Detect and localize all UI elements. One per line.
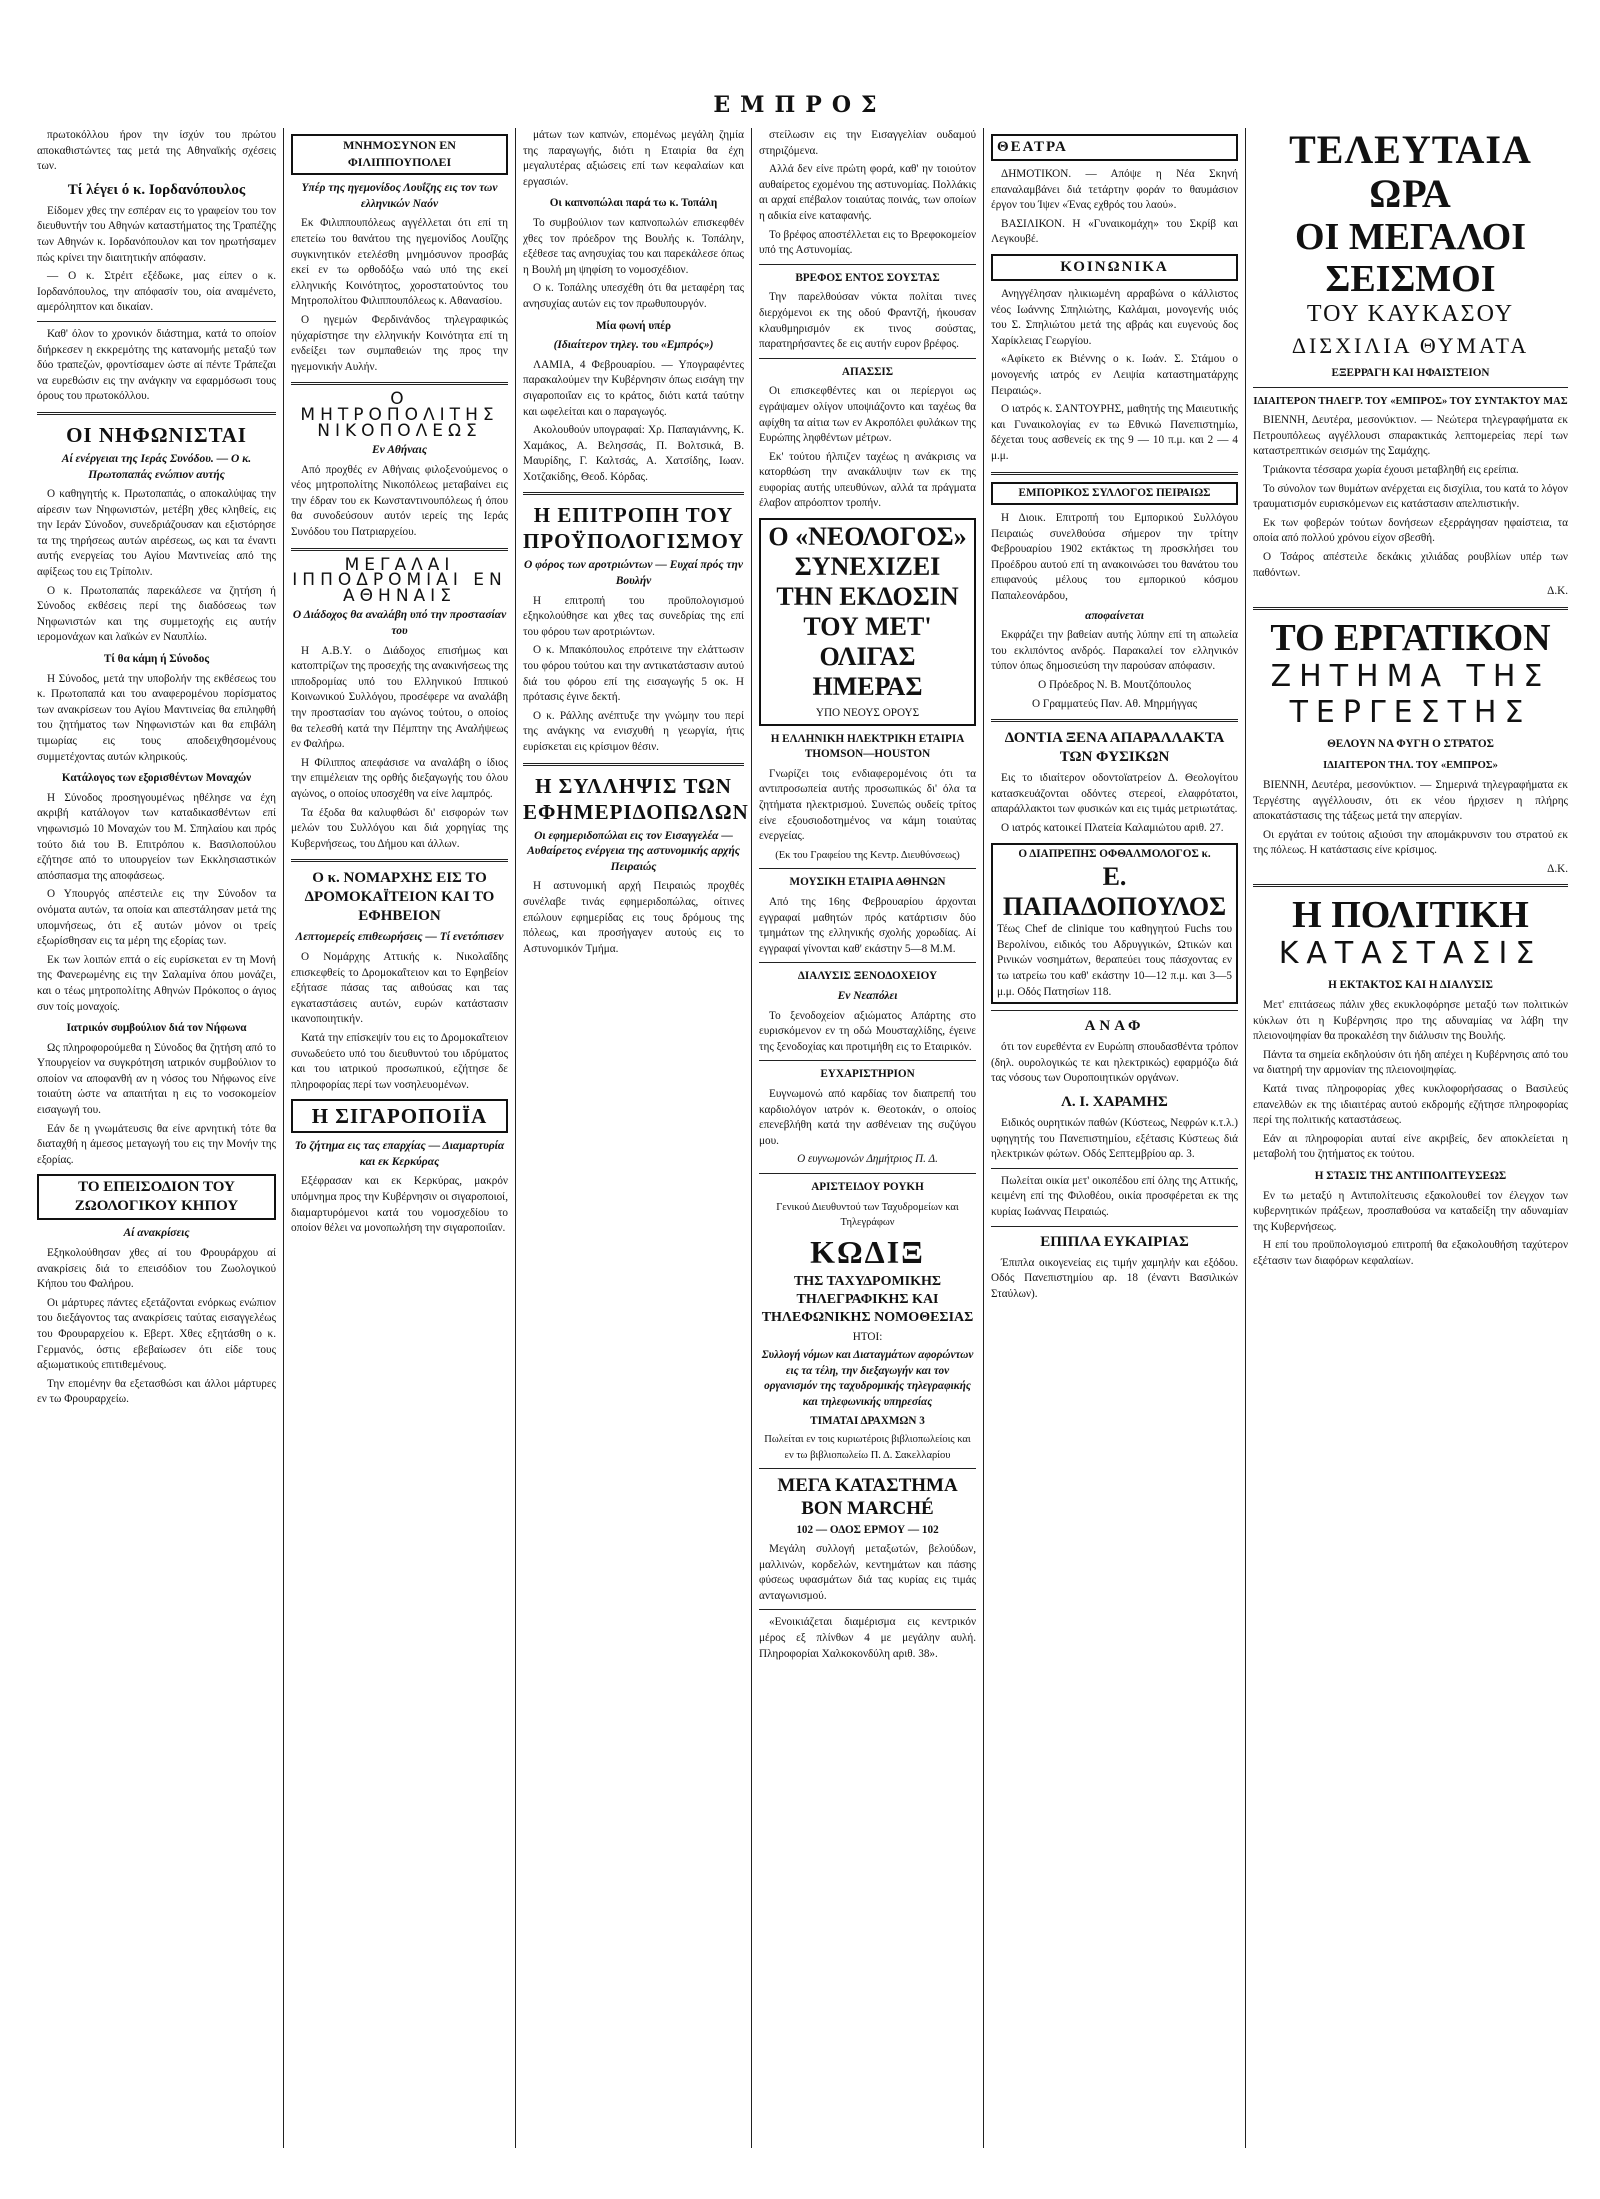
column-1 [30, 128, 284, 2148]
signature: Δ.Κ. [1547, 585, 1568, 598]
headline-box [991, 134, 1238, 161]
subheadline: Οι καπνοπώλαι παρά τω κ. Τοπάλη [549, 197, 718, 210]
headline: Η ΣΥΛΛΗΨΙΣ ΤΩΝ ΕΦΗΜΕΡΙΔΟΠΩΛΩΝ [523, 773, 749, 824]
headline: Η ΣΙΓΑΡΟΠΟΙΪΑ [311, 1104, 488, 1129]
divider [991, 1226, 1238, 1227]
article-text: Εις το ιδιαίτερον οδοντοϊατρείον Δ. Θεολογίτου κατασκευάζονται οδόντες στερεοί, ελαφρότατοι, απαράλλακτοι των φυσικών και εις τιμάς μετριωτάτας. [991, 772, 1238, 816]
divider [1253, 884, 1568, 887]
headline: ΚΑΤΑΣΤΑΣΙΣ [1278, 936, 1543, 972]
headline: ΤΟΥ ΚΑΥΚΑΣΟΥ [1306, 301, 1515, 327]
divider [991, 719, 1238, 722]
article-text: Εν τω μεταξύ η Αντιπολίτευσις εξακολουθεί τον έλεγχον των κυβερνητικών πράξεων, προσπαθούσα να καταδείξη την αδυναμίαν της Κυβερνήσεως. [1253, 1189, 1568, 1233]
article-text: Ο Υπουργός απέστειλε εις την Σύνοδον τα ονόματα αυτών, τα οποία και απεστάλησαν μετά της υπομνήσεως, ότι εξ αυτών μόνον οι τρείς εξωρίσθησαν εις τα μέρη της εξορίας των. [37, 888, 276, 948]
subheadline: ΙΔΙΑΙΤΕΡΟΝ ΤΗΛΕΓΡ. ΤΟΥ «ΕΜΠΡΟΣ» ΤΟΥ ΣΥΝΤΑΚΤΟΥ ΜΑΣ [1253, 395, 1568, 407]
headline: ΤΟ ΕΡΓΑΤΙΚΟΝ [1270, 616, 1551, 659]
article-text: Οι εργάται εν τούτοις αξιούσι την απομάκρυνσιν του στρατού εκ της πόλεως. Η κατάστασις είνε κρίσιμος. [1253, 828, 1568, 857]
headline: ΔΟΝΤΙΑ ΞΕΝΑ ΑΠΑΡΑΛΛΑΚΤΑ ΤΩΝ ΦΥΣΙΚΩΝ [1004, 730, 1225, 766]
article-text: Ο κ. Ράλλης ανέπτυξε την γνώμην του περί της ανάγκης να ενισχυθή η γεωργία, ήτις ευρίσκεται εις κρίσιμον θέσιν. [523, 709, 744, 753]
divider [759, 1609, 976, 1610]
article-text: — Ο κ. Στρέιτ εξέδωκε, μας είπεν ο κ. Ιορδανόπουλος, την απόφασίν του, οία αναμένετο, αμερόληπτον και δικαίαν. [37, 270, 276, 314]
divider [37, 412, 276, 415]
article-text: Ο ιατρός κ. ΣΑΝΤΟΥΡΗΣ, μαθητής της Μαιευτικής και Γυναικολογίας εν τω Εθνικώ Πανεπιστημίω, δέχεται τους ασθενείς εκ της 9 — 10 π.μ. και 2 — 4 μ.μ. [991, 403, 1238, 462]
article-text: Η αστυνομική αρχή Πειραιώς προχθές συνέλαβε τινάς εφημεριδοπώλας, οίτινες επώλουν εφημερίδας εις τους δρόμους της πόλεως, και προσήγαγεν αυτούς εις το Αστυνομικόν Τμήμα. [523, 880, 744, 955]
article-text: Πάντα τα σημεία εκδηλούσιν ότι ήδη απέχει η Κυβέρνησις από του να διατηρή την αρμονίαν της πλειονοψηφίας. [1253, 1048, 1568, 1077]
headline: Η ΠΟΛΙΤΙΚΗ [1292, 894, 1529, 937]
subheadline: Η ΕΚΤΑΚΤΟΣ ΚΑΙ Η ΔΙΑΛΥΣΙΣ [1328, 979, 1493, 992]
headline: ΜΝΗΜΟΣΥΝΟΝ ΕΝ ΦΙΛΙΠΠΟΥΠΟΛΕΙ [343, 138, 456, 169]
ad-headline: Ο «ΝΕΟΛΟΓΟΣ» ΣΥΝΕΧΙΖΕΙ ΤΗΝ ΕΚΔΟΣΙΝ ΤΟΥ ΜΕΤ' ΟΛΙΓΑΣ ΗΜΕΡΑΣ [768, 522, 967, 702]
ad-headline: Ε. ΠΑΠΑΔΟΠΟΥΛΟΣ [1002, 862, 1227, 922]
article-text: Η Διοικ. Επιτροπή του Εμπορικού Συλλόγου Πειραιώς συνελθούσα σήμερον την τρίτην Φεβρουαρίου 1902 εκτάκτως τη προσκλήσει του Προέδρου αυτού επί τη ανακοινώσει του θανάτου του επιφανούς μέλους του εμπορικού κόσμου Παπαλεονάρδου, [991, 512, 1238, 603]
headline: Ο ΜΗΤΡΟΠΟΛΙΤΗΣ ΝΙΚΟΠΟΛΕΩΣ [300, 389, 499, 441]
subheadline: ΕΞΕΡΡΑΓΗ ΚΑΙ ΗΦΑΙΣΤΕΙΟΝ [1331, 367, 1490, 379]
signature: Ο Πρόεδρος Ν. Β. Μουτζόπουλος [1038, 679, 1191, 692]
headline: Η ΕΠΙΤΡΟΠΗ ΤΟΥ ΠΡΟΫΠΟΛΟΓΙΣΜΟΥ [523, 503, 745, 554]
article-text: Ειδικός ουρητικών παθών (Κύστεως, Νεφρών κ.τ.λ.) υφηγητής του Πανεπιστημίου, εξέτασις Κύστεως διά ηλεκτρικών φώτων. Οδός Σεπτεμβρίου αρ. 3. [991, 1116, 1238, 1161]
divider [759, 1173, 976, 1174]
headline-box [991, 254, 1238, 281]
headline: ΚΟΙΝΩΝΙΚΑ [1060, 258, 1169, 275]
article-source: (Εκ του Γραφείου της Κεντρ. Διευθύνσεως) [775, 849, 960, 861]
article-text: ΛΑΜΙΑ, 4 Φεβρουαρίου. — Υπογραφέντες παρακαλούμεν την Κυβέρνησιν όπως εισάγη την σιγαροποιΐαν εις το κράτος, διότι κατά ταύτην και ωφελείται και ο παραγωγός. [523, 358, 744, 418]
ad-subline: ΤΗΣ ΤΑΧΥΔΡΟΜΙΚΗΣ ΤΗΛΕΓΡΑΦΙΚΗΣ ΚΑΙ ΤΗΛΕΦΩΝΙΚΗΣ ΝΟΜΟΘΕΣΙΑΣ [761, 1273, 974, 1325]
subheadline: αποφαίνεται [1085, 609, 1144, 622]
divider [291, 859, 508, 862]
ad-price: ΤΙΜΑΤΑΙ ΔΡΑΧΜΩΝ 3 [810, 1414, 925, 1427]
subheadline: Ο φόρος των αροτριώντων — Ευχαί πρός την Βουλήν [524, 559, 743, 588]
article-text: μάτων των καπνών, επομένως μεγάλη ζημία της παραγωγής, διότι η Εταιρία θα έχη μεγαλυτέρας αξιώσεις επί των κεφαλαίων και εργασιών. [523, 129, 744, 188]
article-text: Ο καθηγητής κ. Πρωτοπαπάς, ο αποκαλύψας την αίρεσιν των Νηφωνιστών, μετέβη χθες κληθείς, εις την Ιεράν Σύνοδον, συνεδριάζουσαν και εξιστόρησε τα της τηρήσεως αυτών αιρέσεως, ως και τα έναντι αυτής ενεργείας του Αγίου Μαντινείας από της αφίξεως του εις Τρίπολιν. [37, 488, 276, 579]
divider [291, 548, 508, 551]
divider [37, 321, 276, 322]
article-text: Καθ' όλον το χρονικόν διάστημα, κατά το οποίον διήρκεσεν η εκκρεμότης της κατανομής μεταξύ των δύο τραπεζών, φροντίσαμεν ώστε αί πέντε Τράπεζαι να ευρεθώσιν εις την ανάγκην να εφαρμόσωσι τους όρους του πρωτοκόλλου. [37, 327, 276, 403]
article-text: Η Σύνοδος προσηγουμένως ηθέλησε να έχη ακριβή κατάλογον των καταδικασθέντων επί νηφωνισμώ 10 Μοναχών του Μ. Σπηλαίου και πρός τούτο διά του Β. Επιτρόπου κ. Βασιλοπούλου εζήτησε από το υπουργείον των Εκκλησιαστικών απόσπασμα της αποφάσεως. [37, 791, 276, 882]
article-text: Είδομεν χθες την εσπέραν εις το γραφείον του τον διευθυντήν του Αθηνών καταστήματος της Τραπέζης των Αθηνών κ. Ιορδανόπουλον και τον ηρωτήσαμεν πώς κρίνει την διαιτητικήν απόφασιν. [37, 204, 276, 264]
article-text: Από προχθές εν Αθήναις φιλοξενούμενος ο νέος μητροπολίτης Νικοπόλεως μεταβαίνει εις την έδραν του εκ Κωνσταντινουπόλεως ή όπου θα συνοδεύσουν αυτόν ιερείς της Ιεράς Συνόδου του Πατριαρχείου. [291, 463, 508, 539]
ad-subline: Γενικού Διευθυντού των Ταχυδρομείων και Τηλεγράφων [776, 1201, 959, 1229]
article-text: Ο ιατρός κατοικεί Πλατεία Καλαμιώτου αριθ. 27. [1001, 822, 1224, 834]
divider [991, 472, 1238, 475]
article-text: Η Σύνοδος, μετά την υποβολήν της εκθέσεως του κ. Πρωτοπαπά και του αναφερομένου πορίσματος των ανακρίσεων του Αγίου Μαντινείας θα επιληφθή του ζητήματος των Νηφωνιστών και θα επιβάλη τιμωρίας εις τους αποδειχθησομένους συμμετέχοντας αυτών κληρικούς. [37, 672, 276, 763]
masthead: ΕΜΠΡΟΣ [713, 92, 887, 118]
article-text: Εκφράζει την βαθείαν αυτής λύπην επί τη απωλεία του εκλιπόντος ανδρός. Παρακαλεί τον ελληνικόν τύπον όπως δημοσιεύση την παρούσαν απόφασιν. [991, 629, 1238, 673]
column-4 [752, 128, 984, 2148]
subheadline: Οι εφημεριδοπώλαι εις τον Εισαγγελέα — Αυθαίρετος ενέργεια της αστυνομικής αρχής Πειραιώς [527, 829, 740, 873]
ad-headline: Ο ΔΙΑΠΡΕΠΗΣ ΟΦΘΑΛΜΟΛΟΓΟΣ κ. [1018, 847, 1211, 860]
subheadline: ΘΕΛΟΥΝ ΝΑ ΦΥΓΗ Ο ΣΤΡΑΤΟΣ [1327, 737, 1494, 750]
article-text: Το σύνολον των θυμάτων ανέρχεται εις δισχίλια, του κατά το λόγον τραυματισμόν ευρισκόμενων εις κατάστασιν απελπιστικήν. [1253, 482, 1568, 511]
divider [759, 358, 976, 359]
article-text: Η Φίλιππος απεφάσισε να αναλάβη ο ίδιος την επιμέλειαν της ορθής διεξαγωγής του όλου αγώνος, ο οποίος υποσχέθη να είνε λαμπρός. [291, 756, 508, 800]
article-text: πρωτοκόλλου ήρον την ίσχύν του πρώτου αποκαθιστώντες τας μετά της Αθηναϊκής σχέσεις των. [37, 129, 276, 173]
divider [523, 492, 744, 495]
headline: Λ. Ι. ΧΑΡΑΜΗΣ [1061, 1093, 1168, 1110]
column-6 [1246, 128, 1575, 2148]
article-text: Πωλείται οικία μετ' οικοπέδου επί όλης της Αττικής, κειμένη επί της Φιλοθέου, οικία προσφέρεται εκ της κυρίας Ιωάννας Πειραιώς. [991, 1174, 1238, 1218]
article-text: Έπιπλα οικογενείας εις τιμήν χαμηλήν και εξόδου. Οδός Πανεπιστημίου αρ. 18 (έναντι Βασιλικών Σταύλων). [991, 1256, 1238, 1300]
headline: ΤΕΛΕΥΤΑΙΑ ΩΡΑ [1289, 128, 1532, 216]
article-text: Εξηκολούθησαν χθες αί του Φρουράρχου αί ανακρίσεις διά το επεισόδιον του Ζωολογικού Κήπου του Φαλήρου. [37, 1247, 276, 1291]
article-text: Η Α.Β.Υ. ο Διάδοχος επισήμως και κατοπτρίζων της προσεχής της ανακινήσεως της ιπποδρομίας υπό του Ελληνικού Ιππικού Κοινωνικού Συλλόγου, προσέφερε να αναλάβη την προστασίαν του αγώνος τούτου, ο οποίος θα τελεσθή κατά την Πέμπτην της Αναλήψεως εν Φαλήρω. [291, 644, 508, 751]
ad-subline: ΗΤΟΙ: [852, 1330, 883, 1343]
article-text: Ακολουθούν υπογραφαί: Χρ. Παπαγιάννης, Κ. Χαμάκος, Α. Βελησσάς, Π. Βολτσικά, Β. Μαυρίδης, Γ. Καλτσάς, Α. Χατσίδης, Ιωαν. Χοτζακίδης, Θεοδ. Κόρδας. [523, 424, 744, 483]
ad-headline: ΚΩΔΙΞ [810, 1233, 925, 1270]
article-text: Εάν αι πληροφορίαι αυταί είνε ακριβείς, δεν αποκλείεται η μεταβολή του ζητήματος εκ τούτου. [1253, 1132, 1568, 1161]
newspaper-columns [30, 128, 1575, 2148]
article-text: ΔΗΜΟΤΙΚΟΝ. — Απόψε η Νέα Σκηνή επαναλαμβάνει διά τετάρτην φοράν το θαυμάσιον έργον του Ίψεν «Ένας εχθρός του λαού». [991, 168, 1238, 212]
subheadline: Εν Αθήναις [372, 444, 427, 457]
ad-subline: ΥΠΟ ΝΕΟΥΣ ΟΡΟΥΣ [815, 707, 920, 720]
article-text: Την παρελθούσαν νύκτα πολίται τινες διερχόμενοι εκ της οδού Φραντζή, ήκουσαν κλαυθμηρισμόν εκ τινος σούστας, παρατηρήσαντες δε εις αυτήν ευρον βρέφος. [759, 291, 976, 351]
article-text: Ο κ. Τοπάλης υπεσχέθη ότι θα μεταφέρη τας ανησυχίας αυτών εις τον πρωθυπουργόν. [523, 282, 744, 310]
column-3 [516, 128, 752, 2148]
subheadline: Τί θα κάμη ή Σύνοδος [103, 653, 210, 666]
signature: Ο Γραμματεύς Παν. Αθ. Μηρμήγγας [1031, 697, 1198, 710]
article-text: ΒΙΕΝΝΗ, Δευτέρα, μεσονύκτιον. — Σημερινά τηλεγραφήματα εκ Τεργέστης αγγέλλουσιν, ότι εκ νέου ήρχισεν η πλήρης αποκατάστασις της τάξεως μετά την απεργίαν. [1253, 778, 1568, 823]
divider [759, 264, 976, 265]
article-text: Αλλά δεν είνε πρώτη φορά, καθ' ην τοιούτον αυθαίρετος εχομένου της αστυνομίας. Πολλάκις αι αρχαί επέβαλον τοιαύτας ποινάς, των οποίων η αδικία είνε καταφανής. [759, 163, 976, 222]
article-text: Εκ των φοβερών τούτων δονήσεων εξερράγησαν ηφαίστεια, τα οποία από πολλού χρόνου είχον σβεσθή. [1253, 516, 1568, 545]
headline-box [291, 134, 508, 175]
headline: ΑΝΑΦ [1084, 1018, 1145, 1035]
article-text: Το συμβούλιον των καπνοπωλών επισκεφθέν χθες τον πρόεδρον της Βουλής κ. Τοπάλην, εξέθεσε τας ανησυχίας του και παρεκάλεσε όπως η Βουλή μη ψηφίση το νομοσχέδιον. [523, 216, 744, 276]
article-text: Κατά τινας πληροφορίας χθες κυκλοφορήσασας ο Βασιλεύς επανελθών εκ της ιδιαιτέρας αυτού εκδρομής εζήτησε πληροφορίας περί της πολιτικής καταστάσεως. [1253, 1083, 1568, 1127]
subheadline: Αί ενέργειαι της Ιεράς Συνόδου. — Ο κ. Πρωτοπαπάς ενώπιον αυτής [61, 452, 252, 481]
headline: ΖΗΤΗΜΑ ΤΗΣ ΤΕΡΓΕΣΤΗΣ [1270, 658, 1551, 730]
divider [991, 1010, 1238, 1011]
headline: ΤΟ ΕΠΕΙΣΟΔΙΟΝ ΤΟΥ ΖΩΟΛΟΓΙΚΟΥ ΚΗΠΟΥ [74, 1179, 239, 1215]
subheadline: Η ΣΤΑΣΙΣ ΤΗΣ ΑΝΤΙΠΟΛΙΤΕΥΣΕΩΣ [1314, 1170, 1507, 1182]
article-text: Ο ηγεμών Φερδινάνδος τηλεγραφικώς ηύχαρίστησε την ελληνικήν Κοινότητα επί τη ενδείξει των συμπαθειών της προς την ηγεμονικήν Αυλήν. [291, 313, 508, 373]
headline: ΘΕΑΤΡΑ [997, 139, 1068, 155]
divider [759, 1468, 976, 1469]
article-text: Την επομένην θα εξετασθώσι και άλλοι μάρτυρες εν τω Φρουραρχείω. [37, 1377, 276, 1406]
article-text: Γνωρίζει τοις ενδιαφερομένοις ότι τα αντιπροσωπεία αυτής προσωπικώς δι' όλα τα ζητήματα ηλεκτρισμού. Συνεπώς ουδείς τρίτος είνε εξουσιοδοτημένος να κάμη τοιαύτας ενεργείας. [759, 767, 976, 843]
headline: ΒΡΕΦΟΣ ΕΝΤΟΣ ΣΟΥΣΤΑΣ [795, 271, 940, 284]
subheadline: Υπέρ της ηγεμονίδος Λουΐζης εις τον των ελληνικών Ναόν [301, 182, 498, 210]
headline: ΜΟΥΣΙΚΗ ΕΤΑΙΡΙΑ ΑΘΗΝΩΝ [789, 876, 946, 889]
headline-box [991, 482, 1238, 506]
subheadline: Αί ανακρίσεις [123, 1227, 190, 1240]
divider [759, 868, 976, 869]
article-text: Εάν δε η γνωμάτευσις θα είνε αρνητική τότε θα διαταχθή η άμεσος μεταγωγή του εις την Μονήν της εξορίας. [37, 1122, 276, 1166]
article-text: Εκ' τούτου ήλπιζεν ταχέως η ανάκρισις να κατορθώση την ανακάλυψιν των εκ της ευφορίας αυτής υπευθύνων, αλλά τα πράγματα έλαβον απρόοπτον τροπήν. [759, 450, 976, 510]
headline: Ο κ. ΝΟΜΑΡΧΗΣ ΕΙΣ ΤΟ ΔΡΟΜΟΚΑΪΤΕΙΟΝ ΚΑΙ ΤΟ ΕΦΗΒΕΙΟΝ [304, 870, 495, 925]
subheadline: Ιατρικόν συμβούλιον διά τον Νήφωνα [66, 1022, 247, 1035]
article-text: Εκ των λοιπών επτά ο είς ευρίσκεται εν τη Μονή της Φανερωμένης εις την Σαλαμίνα όπου μονάζει, και ο τέως μητροπολίτης Αθηνών Πρόκοπος ο άγιος συν τοίς μοναχοίς. [37, 953, 276, 1013]
headline: ΔΙΑΛΥΣΙΣ ΞΕΝΟΔΟΧΕΙΟΥ [797, 970, 938, 983]
ad-headline: ΑΡΙΣΤΕΙΔΟΥ ΡΟΥΚΗ [811, 1180, 924, 1193]
ad-text: Τέως Chef de clinique του καθηγητού Fuchs του Βερολίνου, ειδικός του Αδρυγγικών, Ωτικών και Ρινικών νοσημάτων, θεραπεύει τους πάσχοντας εν τω ιατρείω του καθ' εκάστην 10—12 π.μ. και 3—5 μ.μ. Οδός Πατησίων 118. [997, 923, 1232, 998]
article-text: Ο Τσάρος απέστειλε δεκάκις χιλιάδας ρουβλίων υπέρ των παθόντων. [1253, 550, 1568, 579]
signature: Δ.Κ. [1547, 862, 1568, 875]
divider [1253, 607, 1568, 610]
article-text: ΒΙΕΝΝΗ, Δευτέρα, μεσονύκτιον. — Νεώτερα τηλεγραφήματα εκ Πετρουπόλεως αγγέλλουσι σπαρακτικάς λεπτομερείας περί των καταστρεπτικών σεισμών της Σαμάχης. [1253, 414, 1568, 458]
signature: Ο ευγνωμονών Δημήτριος Π. Δ. [797, 1153, 938, 1166]
headline: Τί λέγει ό κ. Ιορδανόπουλος [67, 181, 246, 198]
advertisement-neologos [759, 518, 976, 726]
headline: ΟΙ ΝΗΦΩΝΙΣΤΑΙ [66, 422, 247, 447]
ad-text: Πωλείται εν τοις κυριωτέροις βιβλιοπωλείοις και εν τω βιβλιοπωλείω Π. Δ. Σακελλαρίου [764, 1434, 971, 1461]
divider [291, 382, 508, 385]
article-text: Ως πληροφορούμεθα η Σύνοδος θα ζητήση από το Υπουργείον να συγκρότηση ιατρικόν συμβούλιον το οποίον να αποφανθή αν η νόσος του Νήφωνος είνε τοιαύτη ώστε να απαιτήται η εις το νοσοκομείον εισαγωγή του. [37, 1041, 276, 1117]
headline: ΔΙΣΧΙΛΙΑ ΘΥΜΑΤΑ [1291, 333, 1530, 358]
divider [759, 962, 976, 963]
article-text: Η επιτροπή του προϋπολογισμού εξηκολούθησε και χθες τας συνεδρίας της επί του φόρου των αροτριώντων. [523, 594, 744, 638]
ad-subline: 102 — ΟΔΟΣ ΕΡΜΟΥ — 102 [796, 1524, 939, 1537]
divider [1253, 387, 1568, 388]
subheadline: (Ιδιαίτερον τηλεγ. του «Εμπρός») [553, 339, 714, 352]
article-text: Ο Νομάρχης Αττικής κ. Νικολαΐδης επισκεφθείς το Δρομοκαΐτειον και το Εφηβείον εξήτασε πάσας τας αιθούσας και τας εγκαταστάσεις αυτών, ευρών κατάστασιν ικανοποιητικήν. [291, 950, 508, 1026]
divider [991, 1168, 1238, 1169]
article-text: Από της 16ης Φεβρουαρίου άρχονται εγγραφαί μαθητών πρός κατάρτισιν δύο τμημάτων της ελληνικής σχολής χορωδίας. Αί εγγραφαί γίνονται καθ' εκάστην 5—8 Μ.Μ. [759, 896, 976, 955]
headline: ΕΠΙΠΛΑ ΕΥΚΑΙΡΙΑΣ [1040, 1233, 1189, 1250]
subheadline: Κατάλογος των εξορισθέντων Μοναχών [61, 772, 252, 785]
column-2 [284, 128, 516, 2148]
article-text: Εκ Φιλιππουπόλεως αγγέλλεται ότι επί τη επετείω του θανάτου της ηγεμονίδος Λουΐζης συγκινητικόν ετελέσθη μνημόσυνον προσβάς εκεί εν τω ορθοδόξω ναώ υπό της εκεί ελληνικής Κοινότητος, χοροστατούντος του Μητροπολίτου Φιλιππουπόλεως κ. Αθανασίου. [291, 217, 508, 308]
divider [523, 763, 744, 766]
headline-box [291, 1099, 508, 1133]
article-text: ΒΑΣΙΛΙΚΟΝ. Η «Γυναικομάχη» του Σκρίβ και Λεγκουβέ. [991, 217, 1238, 246]
article-text: Ο κ. Πρωτοπαπάς παρεκάλεσε να ζητήση ή Σύνοδος εκθέσεις περί της διαδόσεως των Νηφωνιστών και της συμμετοχής εις αυτήν ιερομονάχων και λαϊκών εν Ναυπλίω. [37, 584, 276, 644]
column-5 [984, 128, 1246, 2148]
advertisement-ophthalmologist [991, 843, 1238, 1005]
subheadline: Λεπτομερείς επιθεωρήσεις — Τί ενετόπισεν [295, 931, 504, 944]
headline: ΟΙ ΜΕΓΑΛΟΙ ΣΕΙΣΜΟΙ [1294, 216, 1527, 300]
headline: ΕΜΠΟΡΙΚΟΣ ΣΥΛΛΟΓΟΣ ΠΕΙΡΑΙΩΣ [1018, 486, 1211, 499]
headline: ΕΥΧΑΡΙΣΤΗΡΙΟΝ [820, 1068, 915, 1081]
headline-box [37, 1174, 276, 1220]
article-text: Μετ' επιτάσεως πάλιν χθες εκυκλοφόρησε μεταξύ των πολιτικών κύκλων ότι η Κυβέρνησις προ της αδυναμίας να λάβη την πλειονοψηφίαν θα προκαλέση την διάλυσιν της Βουλής. [1253, 999, 1568, 1043]
subheadline: Ο Διάδοχος θα αναλάβη υπό την προστασίαν του [292, 609, 507, 638]
article-text: Εξέφρασαν και εκ Κερκύρας, μακρόν υπόμνημα προς την Κυβέρνησιν οι σιγαροποιοί, διαμαρτυρόμενοι κατά του νομοσχεδίου το οποίον θέλει να μονοπωλήση την σιγαροποιΐαν. [291, 1175, 508, 1235]
article-text: Ευγνωμονώ από καρδίας τον διαπρεπή του καρδιολόγον ιατρόν κ. Θεοτοκάν, ο οποίος επενεβλήθη κατά την ασθένειαν της συζύγου μου. [759, 1087, 976, 1147]
ad-text: Μεγάλη συλλογή μεταξωτών, βελούδων, μαλλινών, κορδελών, κεντημάτων και πάσης φύσεως υφασμάτων διά τας κυρίας εις τιμάς ανταγωνισμού. [759, 1543, 976, 1602]
article-text: Οι μάρτυρες πάντες εξετάζονται ενόρκως ενώπιον του διεξάγοντος τας ανακρίσεις ταύτας εισαγγελέως του Φρουραρχείου κ. Εβερτ. Χθες εξητάσθη ο κ. Γερμανός, όστις εβεβαίωσεν ότι είδε τους αξιωματικούς επιτιθεμένους. [37, 1296, 276, 1372]
divider [759, 1060, 976, 1061]
ad-text: «Ενοικιάζεται διαμέρισμα εις κεντρικόν μέρος εξ πλίνθων 4 με μεγάλην αυλή. Πληροφορίαι Χαλκοκονδύλη αριθ. 38». [759, 1616, 976, 1660]
ad-text: Συλλογή νόμων και Διαταγμάτων αφορώντων εις τα τέλη, την διεξαγωγήν και τον οργανισμόν της ταχυδρομικής τηλεγραφικής και τηλεφωνικής υπηρεσίας [761, 1349, 974, 1409]
article-text: Τριάκοντα τέσσαρα χωρία έχουσι μεταβληθή εις ερείπια. [1263, 463, 1519, 476]
headline: ΑΠΑΣΣΙΣ [841, 365, 894, 378]
subheadline: Μία φωνή υπέρ [595, 319, 672, 332]
ad-headline: ΜΕΓΑ ΚΑΤΑΣΤΗΜΑ BON MARCHÉ [777, 1475, 958, 1520]
article-text: ότι τον ευρεθέντα εν Ευρώπη σπουδασθέντα τρόπον (δηλ. ουρολογικώς τε και ηλεκτρικώς) εφαρμόζω διά τας νόσους των Ουροποιητικών οργάνων. [991, 1041, 1238, 1085]
article-text: Η επί του προϋπολογισμού επιτροπή θα εξακολουθήση ταχύτερον εξέτασιν των διαφόρων κεφαλαίων. [1253, 1239, 1568, 1267]
subheadline: ΙΔΙΑΙΤΕΡΟΝ ΤΗΛ. ΤΟΥ «ΕΜΠΡΟΣ» [1323, 760, 1498, 772]
article-text: Ο κ. Μπακόπουλος επρότεινε την ελάττωσιν του φόρου τούτου και την αντικατάστασιν αυτού διά του φόρου επί της εισαγωγής 5 οκ. Η πρότασις έγινε δεκτή. [523, 644, 744, 704]
subheadline: Εν Νεαπόλει [837, 989, 898, 1002]
article-text: Τα έξοδα θα καλυφθώσι δι' εισφορών των μελών του Συλλόγου και διά χορηγίας της Κυβερνήσεως, του Δήμου και άλλων. [291, 806, 508, 850]
headline: ΜΕΓΑΛΑΙ ΙΠΠΟΔΡΟΜΙΑΙ ΕΝ ΑΘΗΝΑΙΣ [292, 554, 507, 606]
headline: Η ΕΛΛΗΝΙΚΗ ΗΛΕΚΤΡΙΚΗ ΕΤΑΙΡΙΑ THOMSON—HOUSTON [770, 732, 965, 761]
article-text: Το ξενοδοχείον αξιώματος Απάρτης στο ευρισκόμενον εν τη οδώ Μουσταχλίδης, έγεινε της ξενοδοχίας και προτιμήθη εις το Εταιρικόν. [759, 1009, 976, 1053]
subheadline: Το ζήτημα εις τας επαρχίας — Διαμαρτυρία και εκ Κερκύρας [294, 1140, 505, 1168]
article-text: Το βρέφος αποστέλλεται εις το Βρεφοκομείον υπό της Αστυνομίας. [759, 228, 976, 257]
article-text: «Αφίκετο εκ Βιέννης ο κ. Ιωάν. Σ. Στάμου ο μονογενής ιατρός εν Λειψία καταστηματάρχης Πειραιώς». [991, 353, 1238, 397]
article-text: στείλωσιν εις την Εισαγγελίαν ουδαμού στηριζόμενα. [759, 129, 976, 157]
article-text: Ανηγγέλησαν ηλικιωμένη αρραβώνα ο κάλλιστος νέος Ιωάννης Σπηλιώτης, Καλάμαι, μονογενής υιός του Σ. Σπηλιώτου μετά της αβράς και ευγενούς δος Χαρίκλειας Γεωργίου. [991, 287, 1238, 347]
article-text: Κατά την επίσκεψίν του εις το Δρομοκαΐτειον συνωδεύετο υπό του διευθυντού του ιδρύματος και του ιατρικού προσωπικού, εζήτησε δε πληροφορίας περί των νοσηλευομένων. [291, 1031, 508, 1091]
article-text: Οι επισκεφθέντες και οι περίεργοι ως εγράψαμεν ολίγον υποψιάζοντο και ταχέως θα αφίχθη τα αίτια των εν Ακροπόλει φυλάκων της Ευρώπης ληφθέντων μέτρων. [759, 385, 976, 445]
